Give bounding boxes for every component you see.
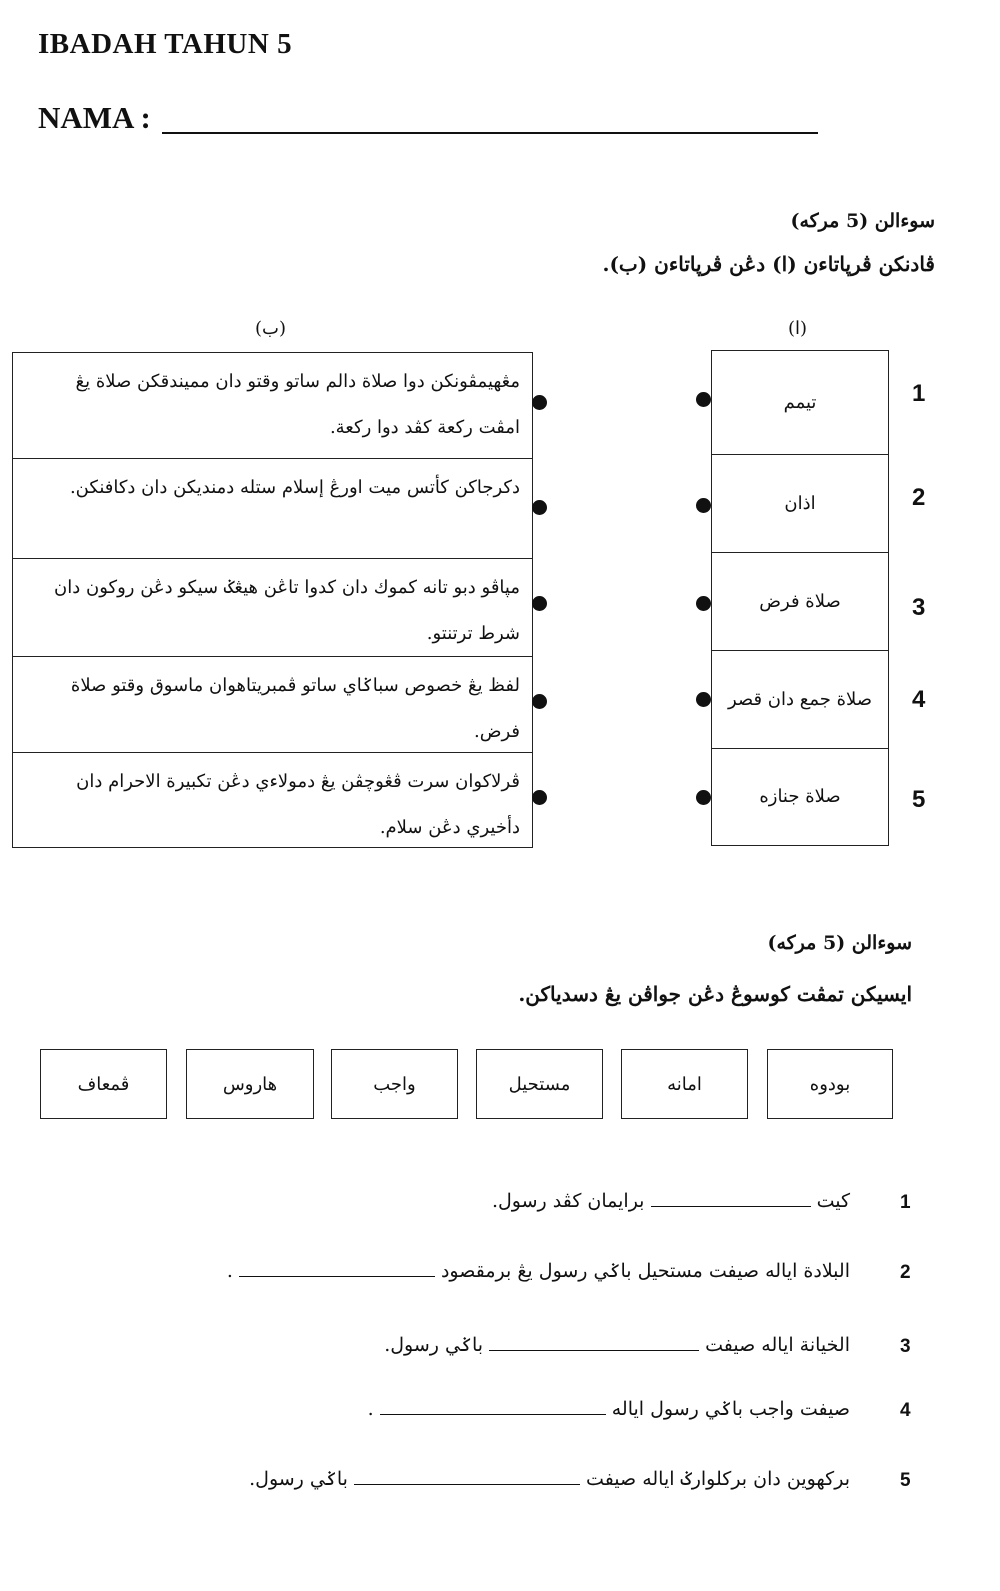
sentence-1-after: برايمان كڤد رسول. [491,1190,645,1212]
sentence-3-blank[interactable] [489,1332,699,1351]
name-label: NAMA : [38,100,151,135]
row-number-2: 2 [912,484,926,511]
column-a-dot-4[interactable] [696,692,711,707]
sentence-1-before: كيت [816,1190,850,1212]
section2-instruction: ايسيكن تمڤت كوسوڠ دڠن جواڤن يڠ دسدياكن. [518,982,912,1006]
word-bank-item-2: امانه [621,1049,748,1119]
column-b-dot-1[interactable] [532,395,547,410]
column-b-item-1: مڠهيمڤونكن دوا صلاة دالم ساتو وقتو دان مميندقكن صلاة يڠ امڤت ركعة كڤد دوا ركعة. [13,353,532,459]
word-bank-item-5: هاروس [186,1049,314,1119]
sentence-2 [227,1258,850,1282]
column-a-label: (ا) [788,318,808,339]
column-a-dot-5[interactable] [696,790,711,805]
sentence-2-blank[interactable] [239,1258,435,1277]
sentence-number-3: 3 [900,1336,911,1357]
sentence-5 [249,1466,850,1490]
word-bank-item-6: ڤمعاف [40,1049,167,1119]
column-b-item-3: مڽاڤو دبو تانه كموك دان كدوا تاڠن هيڠݢ سيكو دڠن روكون دان شرط ترتنتو. [13,559,532,657]
sentence-5-blank[interactable] [354,1466,580,1485]
sentence-number-2: 2 [900,1262,911,1283]
sentence-number-1: 1 [900,1192,911,1213]
sentence-2-before: البلادة اياله صيفت مستحيل باݢي رسول يڠ برمقصود [440,1260,850,1282]
section1-heading: سوءالن (5 مركه) [790,210,935,232]
word-bank-item-4: واجب [331,1049,458,1119]
worksheet-title: IBADAH TAHUN 5 [38,28,293,60]
sentence-5-after: باݢي رسول. [249,1468,348,1490]
sentence-number-5: 5 [900,1470,911,1491]
column-a-item-4: صلاة جمع دان قصر [712,651,888,749]
sentence-4-blank[interactable] [380,1396,606,1415]
sentence-4-before: صيفت واجب باݢي رسول اياله [611,1398,850,1420]
section1-instruction: ڤادنكن ڤرڽاتاءن (ا) دڠن ڤرڽاتاءن (ب). [602,252,935,276]
column-b-item-4: لفظ يڠ خصوص سباݢاي ساتو ڤمبريتاهوان ماسوق وقتو صلاة فرض. [13,657,532,753]
column-b-label: (ب) [255,318,287,339]
sentence-3 [384,1332,850,1356]
section2-heading: سوءالن (5 مركه) [767,932,912,954]
column-a-item-1: تيمم [712,351,888,455]
sentence-5-before: بركهوين دان بركلوارݢ اياله صيفت [586,1468,850,1490]
sentence-1 [492,1188,850,1212]
column-a-dot-3[interactable] [696,596,711,611]
sentence-4-after: . [367,1398,374,1420]
column-b-item-2: دكرجاكن كأتس ميت اورڠ إسلام ستله دمنديكن دان دكافنكن. [13,459,532,559]
sentence-2-after: . [226,1260,233,1282]
sentence-4 [368,1396,850,1420]
column-a-dot-2[interactable] [696,498,711,513]
column-b-table [12,352,533,848]
row-number-1: 1 [912,380,926,407]
column-a-dot-1[interactable] [696,392,711,407]
sentence-1-blank[interactable] [651,1188,811,1207]
row-number-4: 4 [912,686,926,713]
column-a-item-3: صلاة فرض [712,553,888,651]
column-a-item-5: صلاة جنازه [759,786,841,807]
word-bank-item-3: مستحيل [476,1049,603,1119]
column-a-table [711,350,889,846]
column-b-dot-4[interactable] [532,694,547,709]
word-bank-item-1: بودوه [767,1049,893,1119]
column-b-item-5: ڤرلاكوان سرت ڤڠوچڤن يڠ دمولاءي دڠن تكبيرة الاحرام دان دأخيري دڠن سلام. [76,771,520,838]
row-number-5: 5 [912,786,926,813]
column-a-item-2: اذان [712,455,888,553]
column-b-dot-5[interactable] [532,790,547,805]
sentence-3-before: الخيانة اياله صيفت [705,1334,850,1356]
row-number-3: 3 [912,594,926,621]
sentence-number-4: 4 [900,1400,911,1421]
sentence-3-after: باݢي رسول. [384,1334,484,1356]
column-b-dot-2[interactable] [532,500,547,515]
column-b-dot-3[interactable] [532,596,547,611]
name-input-line[interactable] [162,132,818,134]
